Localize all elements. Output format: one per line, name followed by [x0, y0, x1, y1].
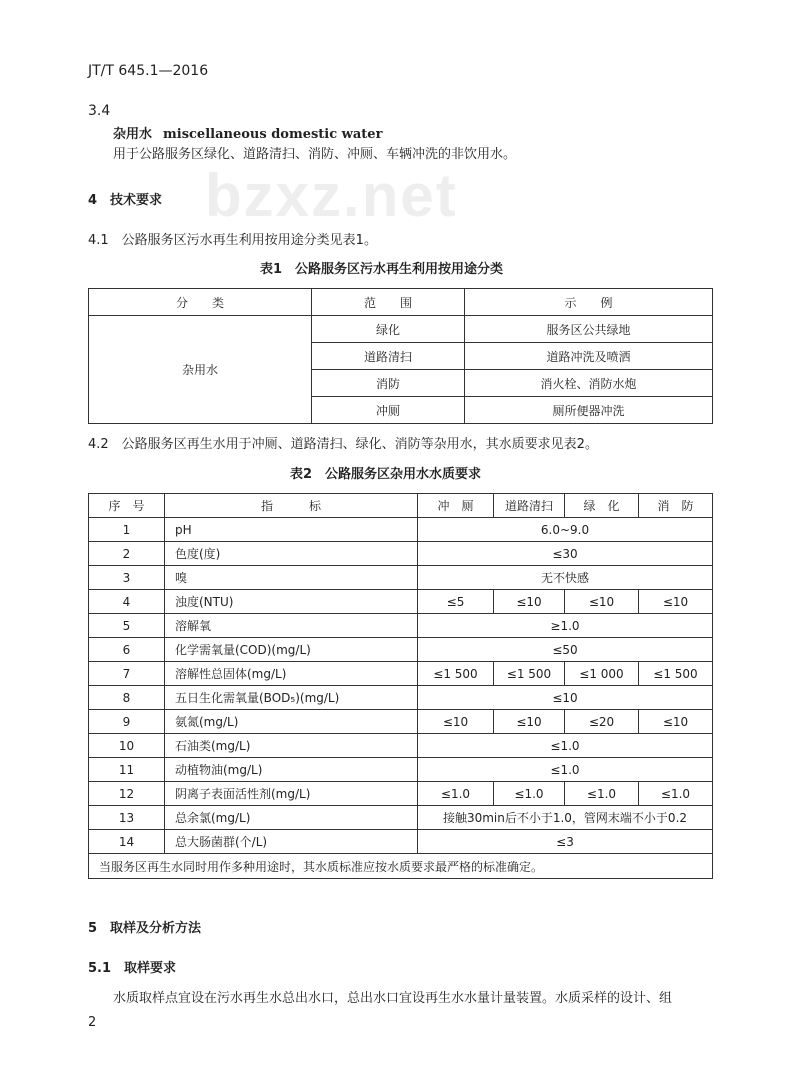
paragraph: 4.2 公路服务区再生水用于冲厕、道路清扫、绿化、消防等杂用水，其水质要求见表2。 [88, 437, 598, 452]
row-number: 9 [89, 710, 165, 734]
indicator-name: 总余氯(mg/L) [165, 806, 418, 830]
value-cell: ≤1.0 [418, 734, 713, 758]
table-row [89, 830, 713, 854]
header-cell: 序 号 [89, 494, 165, 518]
cell: 冲厕 [312, 397, 465, 424]
table-row [89, 710, 713, 734]
row-number: 10 [89, 734, 165, 758]
indicator-name: 色度(度) [165, 542, 418, 566]
table-row [89, 638, 713, 662]
indicator-name: 五日生化需氧量(BOD₅)(mg/L) [165, 686, 418, 710]
value-cell: ≤20 [565, 710, 639, 734]
indicator-name: 总大肠菌群(个/L) [165, 830, 418, 854]
value-cell: 无不快感 [418, 566, 713, 590]
table-1 [88, 288, 713, 424]
table-row [89, 806, 713, 830]
value-cell: ≤5 [418, 590, 494, 614]
value-cell: ≤10 [494, 590, 565, 614]
indicator-name: 动植物油(mg/L) [165, 758, 418, 782]
section-heading: 4 技术要求 [88, 193, 163, 208]
header-cell: 示 例 [465, 289, 713, 316]
indicator-name: 石油类(mg/L) [165, 734, 418, 758]
standard-code-header: JT/T 645.1—2016 [88, 63, 209, 79]
term-cn: 杂用水 [113, 127, 153, 142]
value-cell: ≤10 [565, 590, 639, 614]
value-cell: ≤1 500 [639, 662, 713, 686]
value-cell: ≤10 [639, 710, 713, 734]
value-cell: 6.0~9.0 [418, 518, 713, 542]
table-row [89, 518, 713, 542]
table-header-row [89, 494, 713, 518]
cell: 厕所便器冲洗 [465, 397, 713, 424]
table-row [89, 734, 713, 758]
header-cell: 指 标 [165, 494, 418, 518]
row-number: 2 [89, 542, 165, 566]
row-number: 14 [89, 830, 165, 854]
value-cell: ≤10 [418, 686, 713, 710]
header-cell: 绿 化 [565, 494, 639, 518]
row-number: 5 [89, 614, 165, 638]
value-cell: ≤1.0 [639, 782, 713, 806]
row-number: 13 [89, 806, 165, 830]
table-row [89, 782, 713, 806]
term-definition: 用于公路服务区绿化、道路清扫、消防、冲厕、车辆冲洗的非饮用水。 [113, 147, 517, 162]
value-cell: 接触30min后不小于1.0，管网末端不小于0.2 [418, 806, 713, 830]
indicator-name: 浊度(NTU) [165, 590, 418, 614]
subsection-heading: 5.1 取样要求 [88, 961, 177, 976]
paragraph: 水质取样点宜设在污水再生水总出水口，总出水口宜设再生水水量计量装置。水质采样的设计、组 [113, 991, 673, 1006]
header-cell: 范 围 [312, 289, 465, 316]
indicator-name: 氨氮(mg/L) [165, 710, 418, 734]
value-cell: ≤1 500 [494, 662, 565, 686]
table-row [89, 542, 713, 566]
header-cell: 冲 厕 [418, 494, 494, 518]
indicator-name: 化学需氧量(COD)(mg/L) [165, 638, 418, 662]
value-cell: ≤10 [639, 590, 713, 614]
value-cell: ≤10 [418, 710, 494, 734]
indicator-name: 阴离子表面活性剂(mg/L) [165, 782, 418, 806]
header-cell: 消 防 [639, 494, 713, 518]
cell: 绿化 [312, 316, 465, 343]
row-number: 6 [89, 638, 165, 662]
table-row [89, 590, 713, 614]
value-cell: ≤1 000 [565, 662, 639, 686]
row-number: 12 [89, 782, 165, 806]
cell: 道路冲洗及喷洒 [465, 343, 713, 370]
value-cell: ≤3 [418, 830, 713, 854]
row-number: 11 [89, 758, 165, 782]
table-row [89, 316, 713, 343]
cell: 消防 [312, 370, 465, 397]
value-cell: ≤1.0 [418, 758, 713, 782]
table-row [89, 686, 713, 710]
value-cell: ≤1.0 [565, 782, 639, 806]
section-number: 3.4 [88, 103, 111, 119]
cell: 服务区公共绿地 [465, 316, 713, 343]
indicator-name: 溶解性总固体(mg/L) [165, 662, 418, 686]
indicator-name: pH [165, 518, 418, 542]
section-heading: 5 取样及分析方法 [88, 921, 202, 936]
row-number: 1 [89, 518, 165, 542]
table-note-row [89, 854, 713, 879]
row-number: 4 [89, 590, 165, 614]
cell: 消火栓、消防水炮 [465, 370, 713, 397]
table-row [89, 566, 713, 590]
indicator-name: 溶解氧 [165, 614, 418, 638]
paragraph: 4.1 公路服务区污水再生利用按用途分类见表1。 [88, 233, 377, 248]
term-en: miscellaneous domestic water [163, 127, 383, 142]
value-cell: ≤10 [494, 710, 565, 734]
watermark: bzxz.net [205, 166, 458, 226]
page-number: 2 [88, 1015, 97, 1030]
table-row [89, 614, 713, 638]
cell: 道路清扫 [312, 343, 465, 370]
row-number: 3 [89, 566, 165, 590]
table-header-row [89, 289, 713, 316]
value-cell: ≤50 [418, 638, 713, 662]
table-2 [88, 493, 713, 879]
value-cell: ≤30 [418, 542, 713, 566]
value-cell: ≤1.0 [494, 782, 565, 806]
row-number: 7 [89, 662, 165, 686]
table-caption: 表2 公路服务区杂用水水质要求 [290, 467, 482, 482]
table-row [89, 758, 713, 782]
value-cell: ≤1 500 [418, 662, 494, 686]
value-cell: ≥1.0 [418, 614, 713, 638]
indicator-name: 嗅 [165, 566, 418, 590]
header-cell: 分 类 [89, 289, 312, 316]
table-note: 当服务区再生水同时用作多种用途时，其水质标准应按水质要求最严格的标准确定。 [89, 854, 713, 879]
table-caption: 表1 公路服务区污水再生利用按用途分类 [260, 262, 504, 277]
category-cell: 杂用水 [89, 316, 312, 424]
header-cell: 道路清扫 [494, 494, 565, 518]
value-cell: ≤1.0 [418, 782, 494, 806]
row-number: 8 [89, 686, 165, 710]
table-row [89, 662, 713, 686]
